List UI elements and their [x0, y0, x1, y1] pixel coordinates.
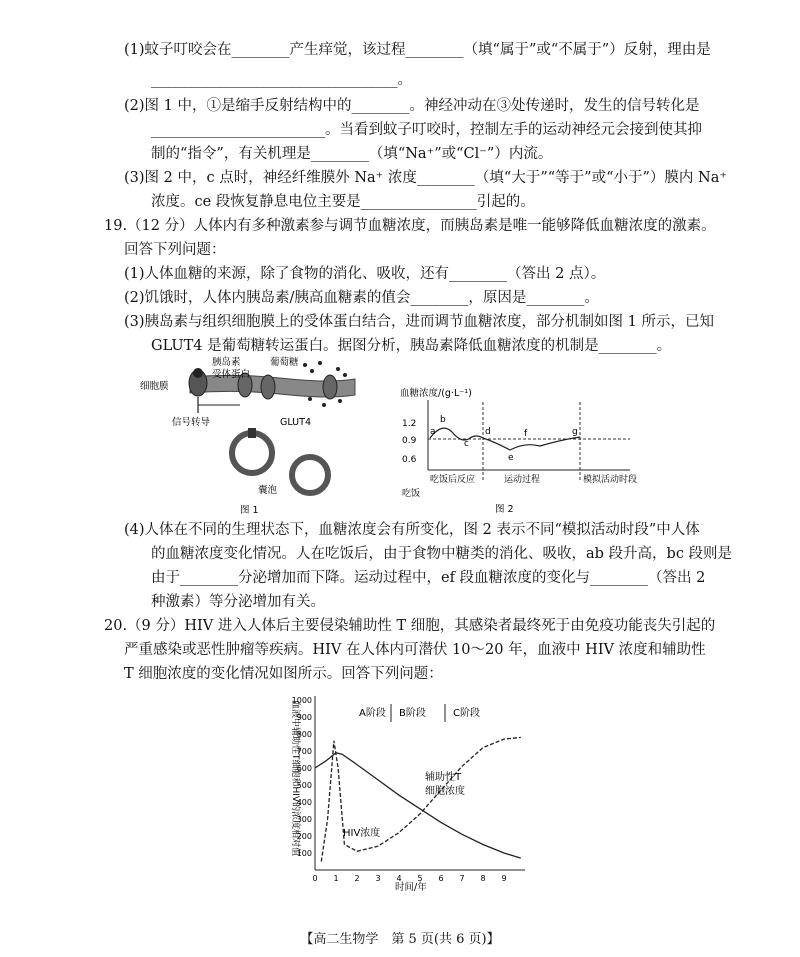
x-tick-label: 3: [375, 874, 381, 883]
x-tick-label: 9: [501, 874, 507, 883]
y-tick-label: 900: [296, 713, 312, 722]
y-tick-label: 600: [296, 764, 312, 773]
tcell-series-line: [315, 753, 521, 858]
tcell-label-2: 细胞浓度: [425, 786, 465, 797]
q19-line-9: 由于________分泌增加而下降。运动过程中，ef 段血糖浓度的变化与________（答出 2: [151, 570, 706, 586]
q18-line-7: 浓度。ce 段恢复静息电位主要是________________引起的。: [151, 194, 535, 210]
fig2-seg-1: 吃饭后反应: [430, 475, 476, 485]
q18-line-1: (1)蚊子叮咬会在________产生痒觉，该过程________（填“属于”或“不属于”）反射，理由是: [124, 42, 711, 58]
q20-line-3: T 细胞浓度的变化情况如图所示。回答下列问题：: [124, 666, 443, 682]
fig2-pt-e: e: [508, 453, 514, 463]
fig2-tick-09: 0.9: [402, 436, 417, 446]
x-tick-label: 0: [312, 874, 318, 883]
label-membrane: 细胞膜: [140, 381, 169, 392]
y-tick-label: 100: [296, 849, 312, 858]
figure-1-caption: 图 1: [240, 505, 259, 515]
q20-line-1: 20.（9 分）HIV 进入人体后主要侵染辅助性 T 细胞，其感染者最终死于由免疫功能丧失引起的: [104, 618, 716, 634]
x-tick-label: 8: [480, 874, 486, 883]
q19-line-1: 19.（12 分）人体内有多种激素参与调节血糖浓度，而胰岛素是唯一能够降低血糖浓度的激素。: [104, 218, 716, 234]
stage-c-label: C阶段: [453, 708, 480, 719]
q19-line-5: (3)胰岛素与组织细胞膜上的受体蛋白结合，进而调节血糖浓度，部分机制如图 1 所示，已知: [124, 314, 714, 330]
fig2-pt-b: b: [440, 415, 446, 425]
label-glut4: GLUT4: [280, 417, 311, 428]
fig2-seg-3: 模拟活动时段: [583, 475, 638, 485]
q19-line-6: GLUT4 是葡萄糖转运蛋白。据图分析，胰岛素降低血糖浓度的机制是________。: [151, 338, 672, 354]
fig2-eat: 吃饭: [402, 489, 421, 499]
q18-line-3: (2)图 1 中，①是缩手反射结构中的________。神经冲动在③处传递时，发生的信号转化是: [124, 98, 700, 114]
vesicle-glut4: [248, 428, 256, 438]
q19-line-2: 回答下列问题：: [124, 242, 226, 258]
fig2-tick-12: 1.2: [402, 419, 417, 429]
y-tick-label: 200: [296, 832, 312, 841]
fig2-pt-g: g: [572, 427, 578, 437]
fig2-tick-06: 0.6: [402, 455, 417, 465]
y-tick-label: 700: [296, 747, 312, 756]
y-tick-label: 1000: [291, 696, 312, 705]
hiv-series-line: [321, 737, 521, 861]
label-insulin: 胰岛素: [212, 357, 241, 368]
q19-line-7: (4)人体在不同的生理状态下，血糖浓度会有所变化，图 2 表示不同“模拟活动时段”中人体: [124, 522, 700, 538]
page-footer: 【高二生物学 第 5 页(共 6 页)】: [300, 932, 500, 947]
vesicle-1: [232, 433, 272, 473]
q19-line-8: 的血糖浓度变化情况。人在吃饭后，由于食物中糖类的消化、吸收，ab 段升高，bc 段则是: [151, 546, 733, 562]
label-signal: 信号转导: [172, 417, 211, 428]
label-receptor: 受体蛋白: [212, 369, 251, 380]
stage-b-label: B阶段: [399, 708, 426, 719]
vesicle-2: [292, 457, 328, 493]
fig2-pt-c: c: [464, 439, 469, 449]
stage-a-label: A阶段: [359, 708, 386, 719]
hiv-ylabel-text: 血液中辅助性T细胞和HIV的浓度相对值: [290, 700, 300, 857]
y-tick-label: 300: [296, 815, 312, 824]
figure-2-caption: 图 2: [495, 504, 514, 515]
channel-2: [261, 375, 275, 399]
fig2-seg-2: 运动过程: [504, 475, 541, 485]
hiv-label: HIV浓度: [343, 828, 381, 839]
x-tick-label: 2: [354, 874, 360, 883]
q18-line-4: ________________________。当看到蚊子叮咬时，控制左手的运动神经元会接到使其抑: [151, 122, 702, 138]
q19-line-3: (1)人体血糖的来源，除了食物的消化、吸收，还有________（答出 2 点）。: [124, 266, 606, 282]
x-tick-label: 7: [459, 874, 465, 883]
figure-2-glucose-chart: [400, 382, 640, 517]
x-tick-label: 4: [396, 874, 402, 883]
y-tick-label: 400: [296, 798, 312, 807]
fig2-pt-d: d: [485, 427, 491, 437]
q19-line-4: (2)饥饿时，人体内胰岛素/胰高血糖素的值会________，原因是________。: [124, 290, 599, 306]
hiv-tcell-chart: [275, 688, 545, 900]
q20-line-2: 严重感染或恶性肿瘤等疾病。HIV 在人体内可潜伏 10～20 年，血液中 HIV 浓度和辅助性: [124, 642, 706, 658]
q18-line-5: 制的“指令”，有关机理是________（填“Na⁺”或“Cl⁻”）内流。: [151, 146, 553, 162]
hiv-xlabel: 时间/年: [395, 882, 427, 893]
y-tick-label: 500: [296, 781, 312, 790]
glut4-membrane: [323, 375, 337, 399]
x-tick-label: 1: [333, 874, 339, 883]
fig2-pt-f: f: [524, 429, 528, 439]
x-tick-label: 6: [438, 874, 444, 883]
x-tick-label: 5: [417, 874, 423, 883]
fig2-ylabel: 血糖浓度/(g·L⁻¹): [400, 388, 472, 399]
y-tick-label: 800: [296, 730, 312, 739]
q18-line-2: __________________________________。: [151, 72, 412, 88]
label-vesicle: 囊泡: [258, 485, 278, 496]
tcell-label-1: 辅助性T: [425, 772, 462, 783]
fig2-pt-a: a: [430, 427, 436, 437]
q19-line-10: 种激素）等分泌增加有关。: [151, 594, 325, 610]
label-glucose: 葡萄糖: [270, 357, 299, 368]
figure-1-insulin-diagram: [140, 355, 370, 515]
q18-line-6: (3)图 2 中，c 点时，神经纤维膜外 Na⁺ 浓度________（填“大于”“等于”或“小于”）膜内 Na⁺: [124, 170, 727, 186]
insulin-molecule: [193, 368, 203, 378]
